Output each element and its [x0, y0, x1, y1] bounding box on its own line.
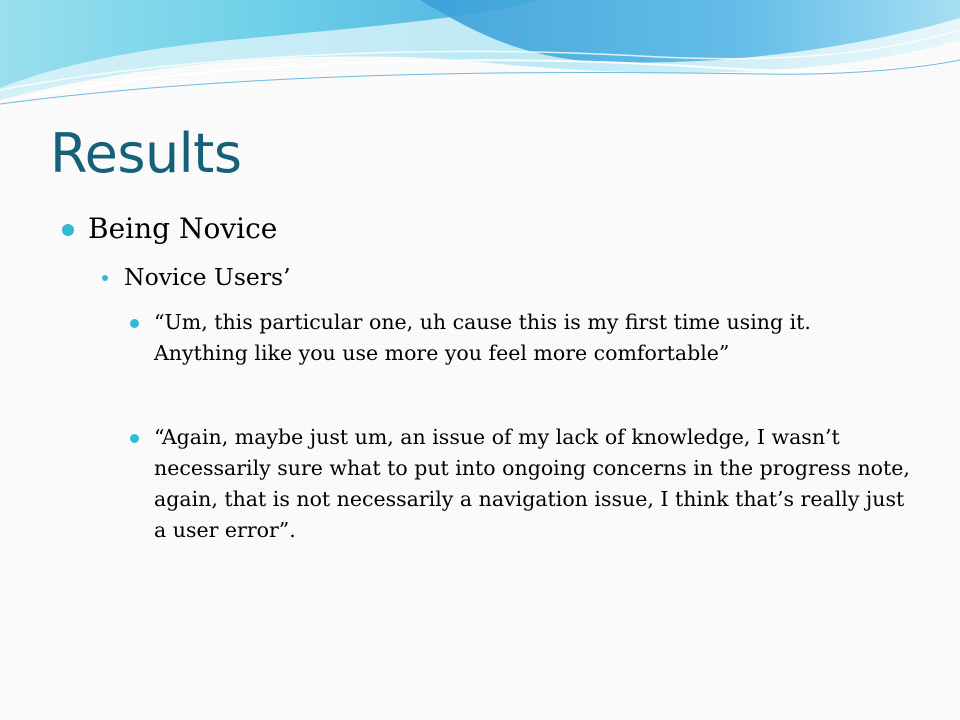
- bullet-dot-icon: [62, 224, 74, 236]
- bullet-level1-text: Being Novice: [88, 212, 278, 245]
- header-wave-decoration: [0, 0, 960, 130]
- quote-item: [130, 307, 910, 369]
- bullet-level2: [102, 260, 291, 294]
- quote-text: “Um, this particular one, uh cause this is my first time using it. Anything like you use more you feel more comfortable”: [154, 310, 811, 365]
- slide-title: Results: [50, 122, 242, 185]
- bullet-dot-icon: [130, 319, 139, 328]
- bullet-dot-icon: [130, 434, 139, 443]
- quote-item: [130, 422, 910, 546]
- bullet-level1: [62, 210, 277, 248]
- quote-text: “Again, maybe just um, an issue of my lack of knowledge, I wasn’t necessarily sure what to put into ongoing concerns in the progress note, again, that is not necessarily a navigation issue, I think that’s really just a user error”.: [154, 425, 910, 542]
- bullet-dot-icon: [102, 275, 108, 281]
- bullet-level2-text: Novice Users’: [124, 263, 291, 291]
